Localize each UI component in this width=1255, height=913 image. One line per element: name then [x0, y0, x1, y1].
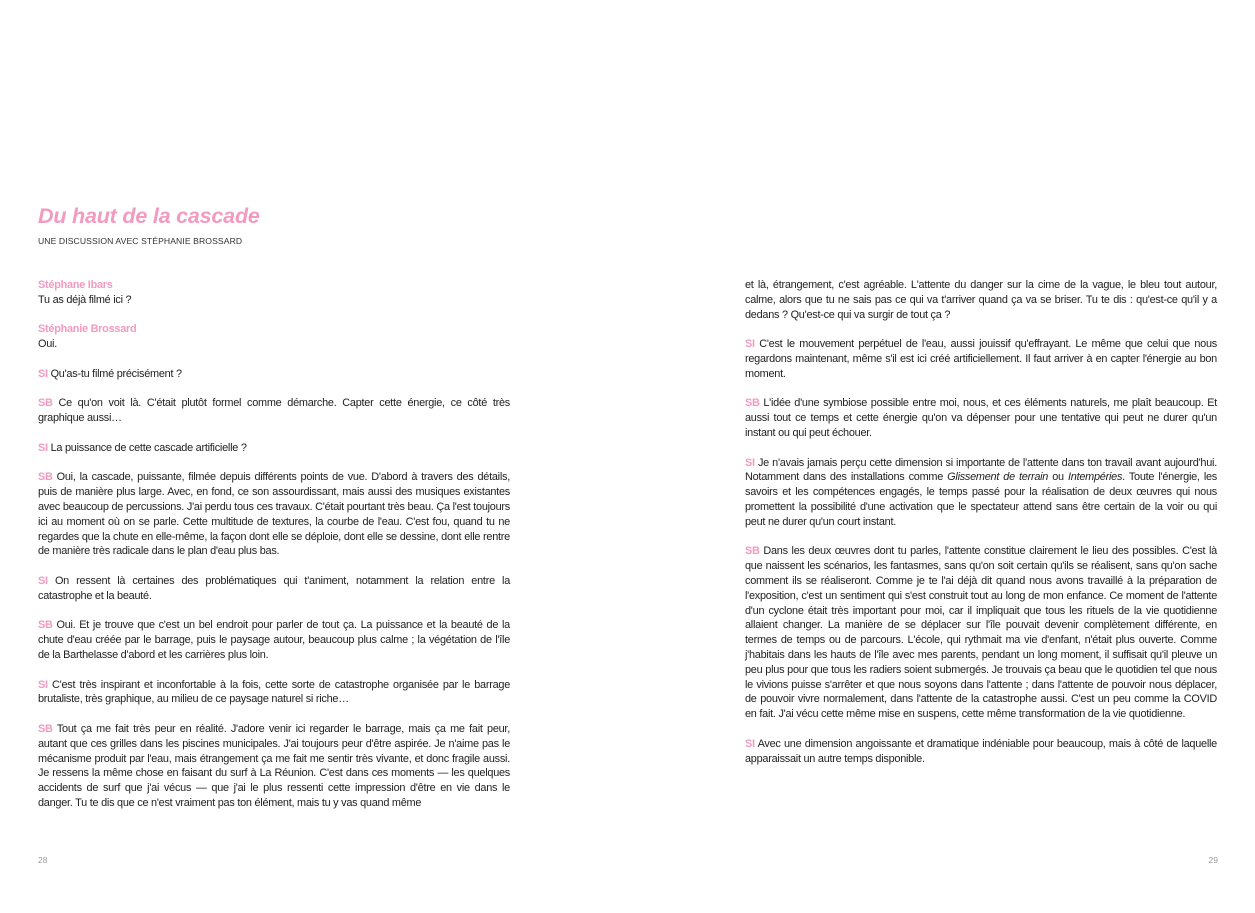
dialogue-paragraph — [745, 737, 1217, 767]
speaker-initials: SI — [38, 367, 48, 380]
paragraph-text: On ressent là certaines des problématiques qui t'animent, notamment la relation entre la catastrophe et la beauté. — [38, 574, 511, 602]
dialogue-paragraph — [745, 544, 1217, 722]
speaker-initials: SI — [745, 338, 755, 351]
paragraph-text: C'est le mouvement perpétuel de l'eau, aussi jouissif qu'effrayant. Le même que celui que nous regardons maintenant, même s'il est ici créé artificiellement. Il faut arriver à en capter l'énergie au bon moment. — [745, 338, 1217, 380]
dialogue-paragraph — [38, 678, 510, 708]
left-page — [0, 0, 627, 913]
paragraph-text: Avec une dimension angoissante et dramatique indéniable pour beaucoup, mais à côté de laquelle apparaissait un autre temps disponible. — [745, 737, 1217, 765]
right-column — [745, 278, 1217, 781]
paragraph-text: Je n'avais jamais perçu cette dimension si importante de l'attente dans ton travail avant aujourd'hui. Notamment dans des installations comme — [745, 456, 1217, 484]
paragraph-text: ou — [1048, 471, 1068, 484]
paragraph-text: Tu as déjà filmé ici ? — [38, 293, 132, 306]
dialogue-paragraph — [38, 722, 510, 811]
intro-answer — [38, 322, 510, 352]
page-number-left: 28 — [38, 855, 48, 865]
dialogue-paragraph — [38, 441, 510, 456]
paragraph-text: Oui. Et je trouve que c'est un bel endroit pour parler de tout ça. La puissance et la beauté de la chute d'eau créée par le barrage, puis le paysage autour, beaucoup plus calme ; la végétation de l'île de la Barthelasse d'abord et les carrières plus loin. — [38, 619, 510, 661]
dialogue-paragraph — [38, 574, 510, 604]
dialogue-paragraph — [745, 337, 1217, 381]
paragraph-text: Dans les deux œuvres dont tu parles, l'attente constitue clairement le lieu des possibles. C'est là que naissent les scénarios, les fantasmes, sans qu'on soit certain qu'ils se réalisent, sans qu'on sache comment ils se réaliseront. Comme je te l'ai déjà dit quand nous avons travaillé à la préparation de l'exposition, c'est un sentiment qui s'est construit tout au long de mon enfance. Ce moment de l'attente d'un cyclone était très important pour moi, car il impliquait que tous les rituels de la vie quotidienne allaient changer. La manière de se déplacer sur l'île pouvait devenir complètement différente, en termes de temps ou de parcours. L'école, qui rythmait ma vie d'enfant, n'était plus ouverte. Comme j'habitais dans les hauts de l'île avec mes parents, pendant un long moment, il suffisait qu'il pleuve un peu plus pour que tous les radiers soient submergés. Je trouvais ça beau que le quotidien tel que nous le vivions puisse s'arrêter et que nous soyons dans l'attente ; dans l'attente de pouvoir nous déplacer, de pouvoir vivre normalement, dans l'attente de la catastrophe aussi. C'est un peu comme la COVID en fait. J'ai vécu cette même mise en suspens, cette même transformation de la vie quotidienne. — [745, 545, 1217, 721]
paragraph-text: et là, étrangement, c'est agréable. L'attente du danger sur la cime de la vague, le bleu tout autour, calme, alors que tu ne sais pas ce qui va t'arriver quand ça va se briser. Tu te dis : qu'est-ce qu'il y a dedans ? Qu'est-ce qui va surgir de tout ça ? — [745, 279, 1217, 321]
paragraph-text: Oui. — [38, 338, 57, 351]
artwork-title: Intempéries — [1067, 471, 1123, 484]
article-title: Du haut de la cascade — [38, 204, 260, 228]
dialogue-paragraph — [38, 470, 510, 559]
speaker-initials: SB — [745, 545, 760, 558]
left-column — [38, 278, 510, 825]
paragraph-text: C'est très inspirant et inconfortable à la fois, cette sorte de catastrophe organisée par le barrage brutaliste, très graphique, au milieu de ce paysage naturel si riche… — [38, 678, 511, 706]
dialogue-paragraph — [38, 367, 510, 382]
paragraph-text: Tout ça me fait très peur en réalité. J'adore venir ici regarder le barrage, mais ça me fait peur, autant que ces grilles dans les piscines municipales. J'ai toujours peur d'être aspirée. Je n'aime pas le mécanisme produit par l'eau, mais étrangement ça me fait me sentir très vivante, et donc fragile aussi. Je ressens la même chose en faisant du surf à La Réunion. C'est dans ces moments — les quelques accidents de surf que j'ai vécus — que j'ai le plus ressenti cette impression d'être en vie dans le danger. Tu te dis que ce n'est vraiment pas ton élément, mais tu y vas quand même — [38, 722, 510, 809]
page-number-right: 29 — [1208, 855, 1218, 865]
dialogue-paragraph — [745, 396, 1217, 440]
paragraph-text: . Toute l'énergie, les savoirs et les compétences engagés, le temps passé pour la réalisation de deux œuvres qui nous promettent la possibilité d'une activation que le spectateur attend sans être certain de la voir ou qui peut ne durer qu'un court instant. — [745, 471, 1217, 528]
paragraph-text: La puissance de cette cascade artificielle ? — [50, 441, 247, 454]
dialogue-paragraph — [38, 396, 510, 426]
speaker-initials: SB — [38, 722, 53, 735]
paragraph-text: Oui, la cascade, puissante, filmée depuis différents points de vue. D'abord à travers des détails, puis de manière plus large. Avec, en fond, ce son assourdissant, mais aussi des musiques existantes avec beaucoup de percussions. J'ai perdu tous ces travaux. C'était pourtant très beau. Ça l'est toujours ici au moment où on se parle. Cette multitude de textures, la courbe de l'eau. C'est fou, quand tu ne regardes que la chute en elle-même, la façon dont elle se déploie, dont elle se dessine, dont elle rentre de manière très radicale dans le plan d'eau plus bas. — [38, 471, 510, 558]
article-subtitle: UNE DISCUSSION AVEC STÉPHANIE BROSSARD — [38, 236, 243, 246]
speaker-initials: SI — [38, 574, 48, 587]
speaker-initials: SB — [38, 619, 53, 632]
speaker-initials: SI — [38, 678, 48, 691]
paragraph-text: L'idée d'une symbiose possible entre moi, nous, et ces éléments naturels, me plaît beaucoup. Et aussi tout ce temps et cette énergie qu'on va dépenser pour une tentative qui peut ne durer qu'un instant ou qui peut échouer. — [745, 397, 1217, 439]
speaker-initials: SB — [38, 471, 53, 484]
dialogue-paragraph — [745, 456, 1217, 530]
speaker-initials: SB — [38, 397, 53, 410]
speaker-initials: SI — [38, 441, 48, 454]
paragraph-text: Ce qu'on voit là. C'était plutôt formel comme démarche. Capter cette énergie, ce côté très graphique aussi… — [38, 397, 510, 425]
intro-question — [38, 278, 510, 308]
dialogue-paragraph — [38, 618, 510, 662]
right-page — [627, 0, 1255, 913]
artwork-title: Glissement de terrain — [947, 471, 1049, 484]
speaker-initials: SB — [745, 397, 760, 410]
speaker-initials: SI — [745, 456, 755, 469]
speaker-name: Stéphane Ibars — [38, 279, 113, 291]
speaker-name: Stéphanie Brossard — [38, 323, 137, 336]
continued-paragraph — [745, 278, 1217, 322]
paragraph-text: Qu'as-tu filmé précisément ? — [50, 367, 182, 380]
speaker-initials: SI — [745, 737, 755, 750]
